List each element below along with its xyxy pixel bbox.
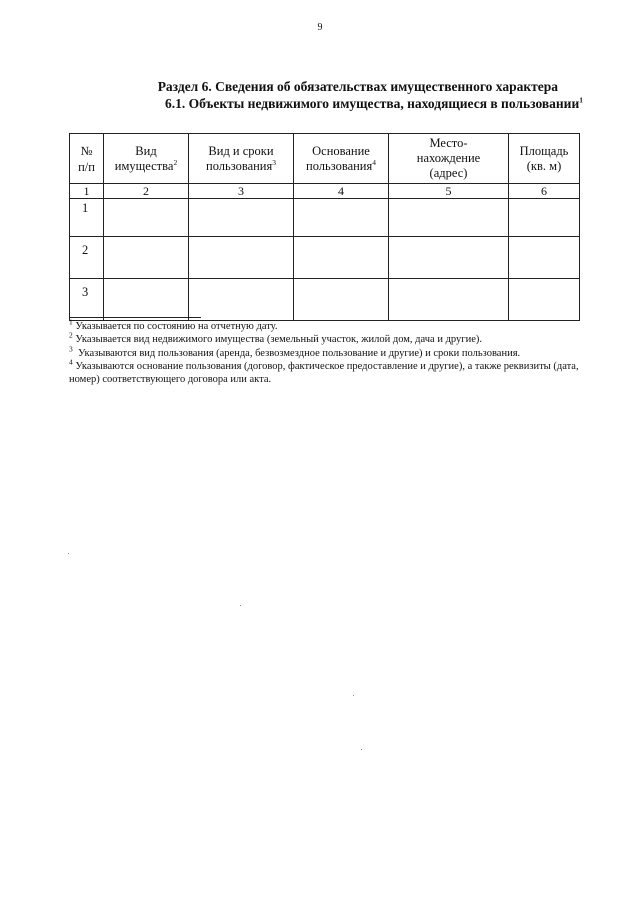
header-cell-location: Место- нахождение (адрес): [389, 134, 509, 184]
footnote-text: Указываются вид пользования (аренда, безвозмездное пользование и другие) и сроки пользования.: [78, 347, 521, 359]
table-header-row: [70, 134, 580, 184]
table-cell: [389, 279, 509, 321]
footnote-mark: 1: [579, 95, 583, 105]
table-cell: [104, 199, 189, 237]
column-number: 3: [189, 184, 294, 199]
footnote-1: [69, 317, 579, 333]
column-number-row: [70, 184, 580, 199]
footnote-mark: 1: [69, 317, 73, 327]
table-cell: [509, 199, 580, 237]
table-cell: [294, 279, 389, 321]
table-cell: [189, 199, 294, 237]
table-cell: [294, 237, 389, 279]
footnote-mark: 3: [272, 157, 276, 167]
scan-speck: [240, 605, 241, 606]
section-title: [60, 78, 583, 112]
table-row: [70, 237, 580, 279]
scan-speck: [361, 749, 362, 750]
footnote-mark: 2: [173, 157, 178, 167]
footnote-3: [69, 344, 579, 360]
scan-speck: [353, 695, 354, 696]
table-cell: [389, 199, 509, 237]
footnote-text: Указывается вид недвижимого имущества (земельный участок, жилой дом, дача и другие).: [75, 334, 482, 346]
property-table: [69, 133, 580, 321]
table-cell: [509, 279, 580, 321]
table-cell: [189, 279, 294, 321]
section-subtitle-text: 6.1. Объекты недвижимого имущества, находящиеся в пользовании: [164, 96, 580, 111]
section-title-line1: Раздел 6. Сведения об обязательствах имущественного характера: [157, 79, 558, 94]
header-cell-property-type: Вид имущества$^2$: [104, 134, 189, 184]
table-cell: [509, 237, 580, 279]
column-number: 2: [104, 184, 189, 199]
footnote-mark: 4: [69, 357, 73, 367]
footnote-mark: 2: [69, 330, 73, 340]
table-cell: [389, 237, 509, 279]
row-number: 1: [70, 199, 104, 237]
footnote-mark: 3: [69, 344, 73, 354]
column-number: 5: [389, 184, 509, 199]
header-cell-use-basis: Основание пользования$^4$: [294, 134, 389, 184]
footnote-mark: 4: [372, 157, 376, 167]
footnote-text: Указывается по состоянию на отчетную дату.: [75, 321, 278, 332]
footnote-2: [69, 330, 579, 346]
header-cell-area: Площадь (кв. м): [509, 134, 580, 184]
page-number: 9: [317, 22, 323, 33]
column-number: 1: [70, 184, 104, 199]
table-row: [70, 279, 580, 321]
table-cell: [294, 199, 389, 237]
table-cell: [104, 279, 189, 321]
row-number: 2: [70, 237, 104, 279]
footnotes: [69, 317, 579, 386]
row-number: 3: [70, 279, 104, 321]
footnote-text: Указываются основание пользования (договор, фактическое предоставление и другие), а также реквизиты (дата, номер) соответствующего договора или акта.: [69, 360, 579, 386]
column-number: 6: [509, 184, 580, 199]
footnote-4: [69, 357, 579, 387]
table-row: [70, 199, 580, 237]
header-cell-number: № п/п: [70, 134, 104, 184]
footnote-divider: [69, 317, 201, 318]
column-number: 4: [294, 184, 389, 199]
scan-speck: [68, 553, 69, 554]
table-cell: [104, 237, 189, 279]
table-cell: [189, 237, 294, 279]
section-title-line2: [60, 95, 583, 112]
header-cell-use-type-and-terms: Вид и сроки пользования$^3$: [189, 134, 294, 184]
